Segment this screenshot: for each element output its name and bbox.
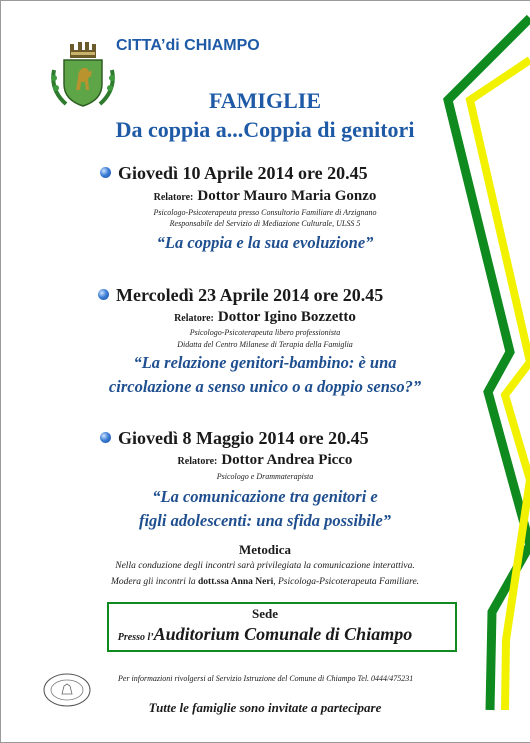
metodica-title: Metodica — [239, 542, 291, 557]
bullet-icon — [100, 432, 111, 443]
main-title: FAMIGLIE — [208, 88, 322, 113]
event-topic: figli adolescenti: una sfida possibile” — [138, 511, 392, 530]
event-date: Mercoledì 23 Aprile 2014 ore 20.45 — [98, 285, 383, 306]
crown-icon — [70, 42, 96, 58]
event-topic: “La coppia e la sua evoluzione” — [156, 233, 374, 252]
speaker-bio: Didatta del Centro Milanese di Terapia della Famiglia — [177, 340, 353, 349]
event-topic: circolazione a senso unico o a doppio senso?” — [108, 377, 422, 396]
speaker-bio: Responsabile del Servizio di Mediazione Culturale, ULSS 5 — [169, 219, 361, 228]
city-name: CITTA’di CHIAMPO — [116, 37, 260, 54]
metodica-moderator: Modera gli incontri la dott.ssa Anna Neri, Psicologa-Psicoterapeuta Familiare. — [110, 577, 420, 587]
event-topic: “La relazione genitori-bambino: è una — [133, 353, 397, 372]
venue-place: Presso l’Auditorium Comunale di Chiampo — [117, 624, 413, 644]
invitation-text: Tutte le famiglie sono invitate a partecipare — [148, 700, 382, 715]
bullet-icon — [98, 289, 109, 300]
event-speaker: Relatore: Dottor Andrea Picco — [177, 452, 353, 468]
metodica-text: Nella conduzione degli incontri sarà privilegiata la comunicazione interattiva. — [115, 561, 415, 571]
bullet-icon — [100, 167, 111, 178]
venue-title: Sede — [252, 606, 278, 621]
event-speaker: Relatore: Dottor Igino Bozzetto — [174, 309, 356, 325]
event-speaker: Relatore: Dottor Mauro Maria Gonzo — [153, 188, 377, 204]
event-topic: “La comunicazione tra genitori e — [152, 487, 378, 506]
event-date: Giovedì 10 Aprile 2014 ore 20.45 — [100, 163, 368, 184]
speaker-bio: Psicologo e Drammaterapista — [216, 472, 314, 481]
main-subtitle: Da coppia a...Coppia di genitori — [115, 117, 415, 142]
speaker-bio: Psicologo-Psicoterapeuta presso Consultorio Familiare di Arzignano — [153, 208, 377, 217]
speaker-bio: Psicologo-Psicoterapeuta libero professionista — [189, 328, 341, 337]
event-date: Giovedì 8 Maggio 2014 ore 20.45 — [100, 428, 369, 449]
info-contact: Per informazioni rivolgersi al Servizio Istruzione del Comune di Chiampo Tel. 0444/475231 — [118, 674, 414, 683]
